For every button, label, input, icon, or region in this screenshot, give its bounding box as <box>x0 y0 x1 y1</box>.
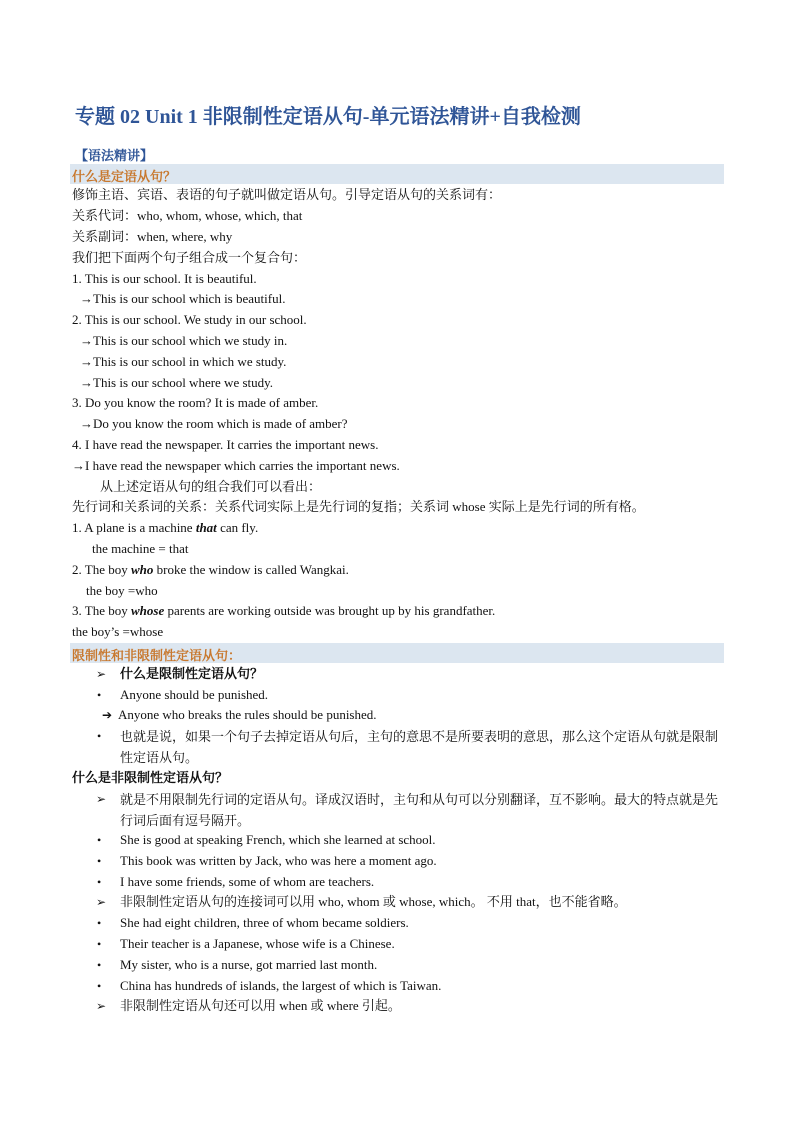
arrow-bullet-icon: ➢ <box>96 999 107 1013</box>
antecedent-example <box>72 520 258 536</box>
bullet-icon: • <box>97 937 102 951</box>
relation-text: 先行词和关系词的关系：关系代词实际上是先行词的复指；关系词 whose 实际上是先行词的所有格。 <box>72 499 645 514</box>
example-text: parents are working outside was brought up by his grandfather. <box>164 603 496 618</box>
paragraph: 非限制性定语从句还可以用 when 或 where 引起。 <box>120 998 401 1013</box>
conclusion-text: 从上述定语从句的组合我们可以看出： <box>100 479 322 494</box>
page-title: 专题 02 Unit 1 非限制性定语从句-单元语法精讲+自我检测 <box>75 106 581 128</box>
bullet-text: She is good at speaking French, which she learned at school. <box>120 832 436 847</box>
rel-pronouns: 关系代词：who, whom, whose, which, that <box>72 208 303 223</box>
example-text: broke the window is called Wangkai. <box>153 562 349 577</box>
bullet-text: My sister, who is a nurse, got married last month. <box>120 957 378 972</box>
combine-intro: 我们把下面两个句子组合成一个复合句： <box>72 250 307 265</box>
bullet-text: China has hundreds of islands, the largest of which is Taiwan. <box>120 978 442 993</box>
paragraph: 就是不用限制先行词的定语从句。译成汉语时，主句和从句可以分别翻译，互不影响。最大的特点就是先行词后面有逗号隔开。 <box>120 792 719 828</box>
arrow-bullet-icon: ➢ <box>96 895 107 909</box>
relative-word: who <box>130 562 154 577</box>
equivalence-line: the boy’s =whose <box>72 624 164 639</box>
bullet-icon: • <box>97 854 102 868</box>
example-line: 1. This is our school. It is beautiful. <box>72 271 257 286</box>
bullet-icon: • <box>97 916 102 930</box>
bullet-text: Anyone should be punished. <box>120 687 269 702</box>
bullet-text: I have some friends, some of whom are teachers. <box>120 874 375 889</box>
section-tag: 【语法精讲】 <box>75 148 154 163</box>
antecedent-example <box>72 562 349 578</box>
example-line: →This is our school where we study. <box>80 375 274 390</box>
example-text: can fly. <box>216 520 259 535</box>
example-line: →I have read the newspaper which carries the important news. <box>72 458 400 473</box>
example-line: →This is our school which we study in. <box>80 333 288 348</box>
section-heading: 什么是定语从句？ <box>72 169 177 184</box>
arrow-right-icon: ➔ <box>102 708 113 722</box>
subheading: 什么是非限制性定语从句？ <box>72 770 229 785</box>
example-line: →This is our school which is beautiful. <box>80 291 286 306</box>
example-line: →Do you know the room which is made of amber? <box>80 416 348 431</box>
bullet-icon: • <box>97 958 102 972</box>
subheading: 什么是限制性定语从句？ <box>120 666 264 681</box>
equivalence-line: the boy =who <box>86 583 158 598</box>
relative-word: that <box>195 520 217 535</box>
example-text: 3. The boy <box>72 603 131 618</box>
arrow-bullet-icon: ➢ <box>96 667 107 681</box>
bullet-icon: • <box>97 875 102 889</box>
bullet-icon: • <box>97 688 102 702</box>
example-line: 4. I have read the newspaper. It carries the important news. <box>72 437 379 452</box>
example-line: →This is our school in which we study. <box>80 354 287 369</box>
bullet-icon: • <box>97 979 102 993</box>
bullet-text: This book was written by Jack, who was here a moment ago. <box>120 853 437 868</box>
example-text: 2. The boy <box>72 562 131 577</box>
example-line: 3. Do you know the room? It is made of amber. <box>72 395 319 410</box>
bullet-icon: • <box>97 729 102 743</box>
paragraph: 也就是说，如果一个句子去掉定语从句后，主句的意思不是所要表明的意思，那么这个定语从句就是限制性定语从句。 <box>120 729 719 765</box>
paragraph: 非限制性定语从句的连接词可以用 who, whom 或 whose, which。 不用 that，也不能省略。 <box>120 894 627 909</box>
bullet-text: She had eight children, three of whom became soldiers. <box>120 915 409 930</box>
intro-text: 修饰主语、宾语、表语的句子就叫做定语从句。引导定语从句的关系词有： <box>72 187 502 202</box>
relative-word: whose <box>130 603 165 618</box>
equivalence-line: the machine = that <box>92 541 189 556</box>
antecedent-example <box>72 603 495 619</box>
rel-adverbs: 关系副词：when, where, why <box>72 229 233 244</box>
arrow-bullet-icon: ➢ <box>96 792 107 806</box>
bullet-text: Anyone who breaks the rules should be punished. <box>118 707 377 722</box>
example-text: 1. A plane is a machine <box>72 520 196 535</box>
section-heading: 限制性和非限制性定语从句： <box>72 648 242 663</box>
example-line: 2. This is our school. We study in our school. <box>72 312 307 327</box>
bullet-text: Their teacher is a Japanese, whose wife is a Chinese. <box>120 936 395 951</box>
bullet-icon: • <box>97 833 102 847</box>
